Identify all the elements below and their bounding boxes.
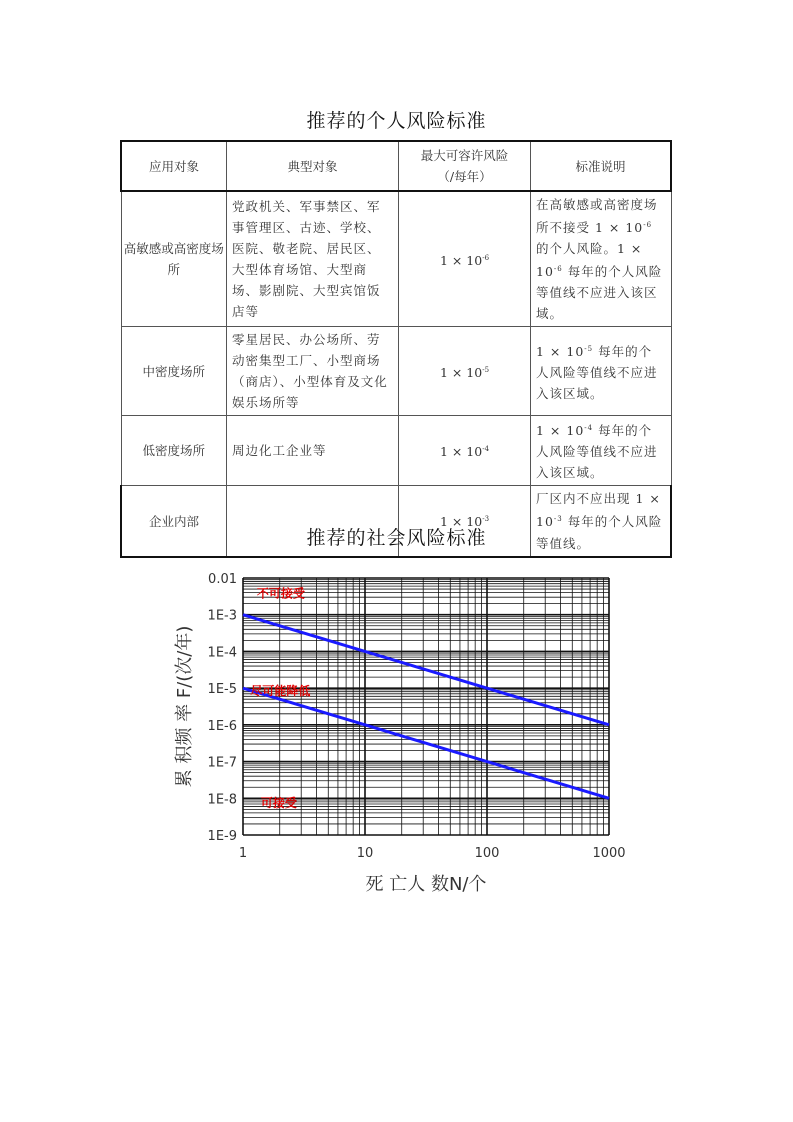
note-text: 1 × 10	[536, 423, 585, 439]
note-text: 在高敏感或高密度场所不接受 1 × 10	[536, 197, 658, 236]
y-tick-label: 1E-5	[207, 682, 237, 698]
table-row	[121, 416, 671, 486]
note-cell	[531, 191, 672, 327]
risk-cell	[399, 327, 531, 416]
note-exponent: -5	[584, 344, 594, 353]
x-tick-label: 1	[238, 846, 248, 861]
typical-cell: 周边化工企业等	[227, 416, 399, 486]
risk-exponent: -5	[482, 365, 490, 374]
typical-cell: 党政机关、军事禁区、军事管理区、古迹、学校、医院、敬老院、居民区、大型体育场馆、大型商场、影剧院、大型宾馆饭店等	[227, 191, 399, 327]
note-text: 每年的个人风险等值线不应进入该区域。	[536, 264, 663, 322]
risk-exponent: -6	[482, 253, 490, 262]
x-tick-label: 1000	[592, 846, 626, 861]
note-text: 每年的个人风险等值线。	[536, 514, 663, 551]
table-row	[121, 327, 671, 416]
table-row	[121, 191, 671, 327]
y-tick-label: 1E-8	[207, 792, 237, 808]
header-max-risk-line2: （/每年）	[437, 169, 492, 184]
application-cell: 低密度场所	[121, 416, 227, 486]
note-exponent: -4	[584, 424, 594, 433]
societal-risk-chart	[160, 560, 640, 900]
y-tick-label: 0.01	[208, 572, 237, 587]
note-exponent: -6	[643, 221, 653, 229]
zone-label: 尽可能降低	[250, 683, 311, 698]
table-header-row	[121, 141, 671, 191]
zone-label: 不可接受	[256, 586, 305, 601]
risk-exponent: -3	[482, 515, 490, 524]
note-text: 的个人风险。1 × 10	[536, 241, 643, 280]
x-tick-label: 10	[356, 846, 374, 861]
note-exponent: -3	[553, 515, 563, 524]
x-axis-label: 死 亡人 数N/个	[365, 874, 487, 895]
y-tick-label: 1E-7	[207, 755, 237, 771]
typical-cell: 零星居民、办公场所、劳动密集型工厂、小型商场（商店）、小型体育及文化娱乐场所等	[227, 327, 399, 416]
header-max-risk-line1: 最大可容许风险	[420, 148, 509, 163]
header-application: 应用对象	[121, 141, 227, 191]
application-cell: 企业内部	[121, 486, 227, 557]
risk-base: 1 × 10	[439, 252, 483, 268]
risk-cell	[399, 191, 531, 327]
note-cell	[531, 327, 672, 416]
y-tick-label: 1E-3	[207, 608, 237, 624]
note-cell	[531, 416, 672, 486]
note-text: 每年的个人风险等值线不应进入该区域。	[536, 343, 658, 401]
note-exponent: -6	[553, 265, 563, 274]
y-tick-label: 1E-6	[207, 718, 237, 734]
header-note: 标准说明	[531, 141, 672, 191]
note-text: 厂区内不应出现 1 × 10	[536, 491, 661, 530]
y-tick-label: 1E-9	[207, 829, 237, 844]
note-text: 每年的个人风险等值线不应进入该区域。	[536, 423, 658, 481]
application-cell: 高敏感或高密度场所	[121, 191, 227, 327]
risk-base: 1 × 10	[439, 444, 483, 460]
series-line-upper	[243, 615, 609, 725]
header-typical: 典型对象	[227, 141, 399, 191]
header-max-risk	[399, 141, 531, 191]
risk-base: 1 × 10	[439, 364, 483, 380]
risk-base: 1 × 10	[439, 514, 483, 530]
chart-title: 推荐的社会风险标准	[306, 527, 487, 549]
risk-exponent: -4	[482, 445, 490, 454]
note-text: 1 × 10	[536, 343, 585, 359]
risk-cell	[399, 416, 531, 486]
series-line-lower	[243, 688, 609, 798]
table-title: 推荐的个人风险标准	[306, 110, 487, 132]
zone-label: 可接受	[260, 795, 297, 810]
application-cell: 中密度场所	[121, 327, 227, 416]
x-tick-label: 100	[474, 846, 500, 861]
y-tick-label: 1E-4	[207, 645, 237, 661]
y-axis-label: 累 积频 率 F/(次/年)	[174, 625, 195, 788]
individual-risk-table	[120, 140, 672, 558]
